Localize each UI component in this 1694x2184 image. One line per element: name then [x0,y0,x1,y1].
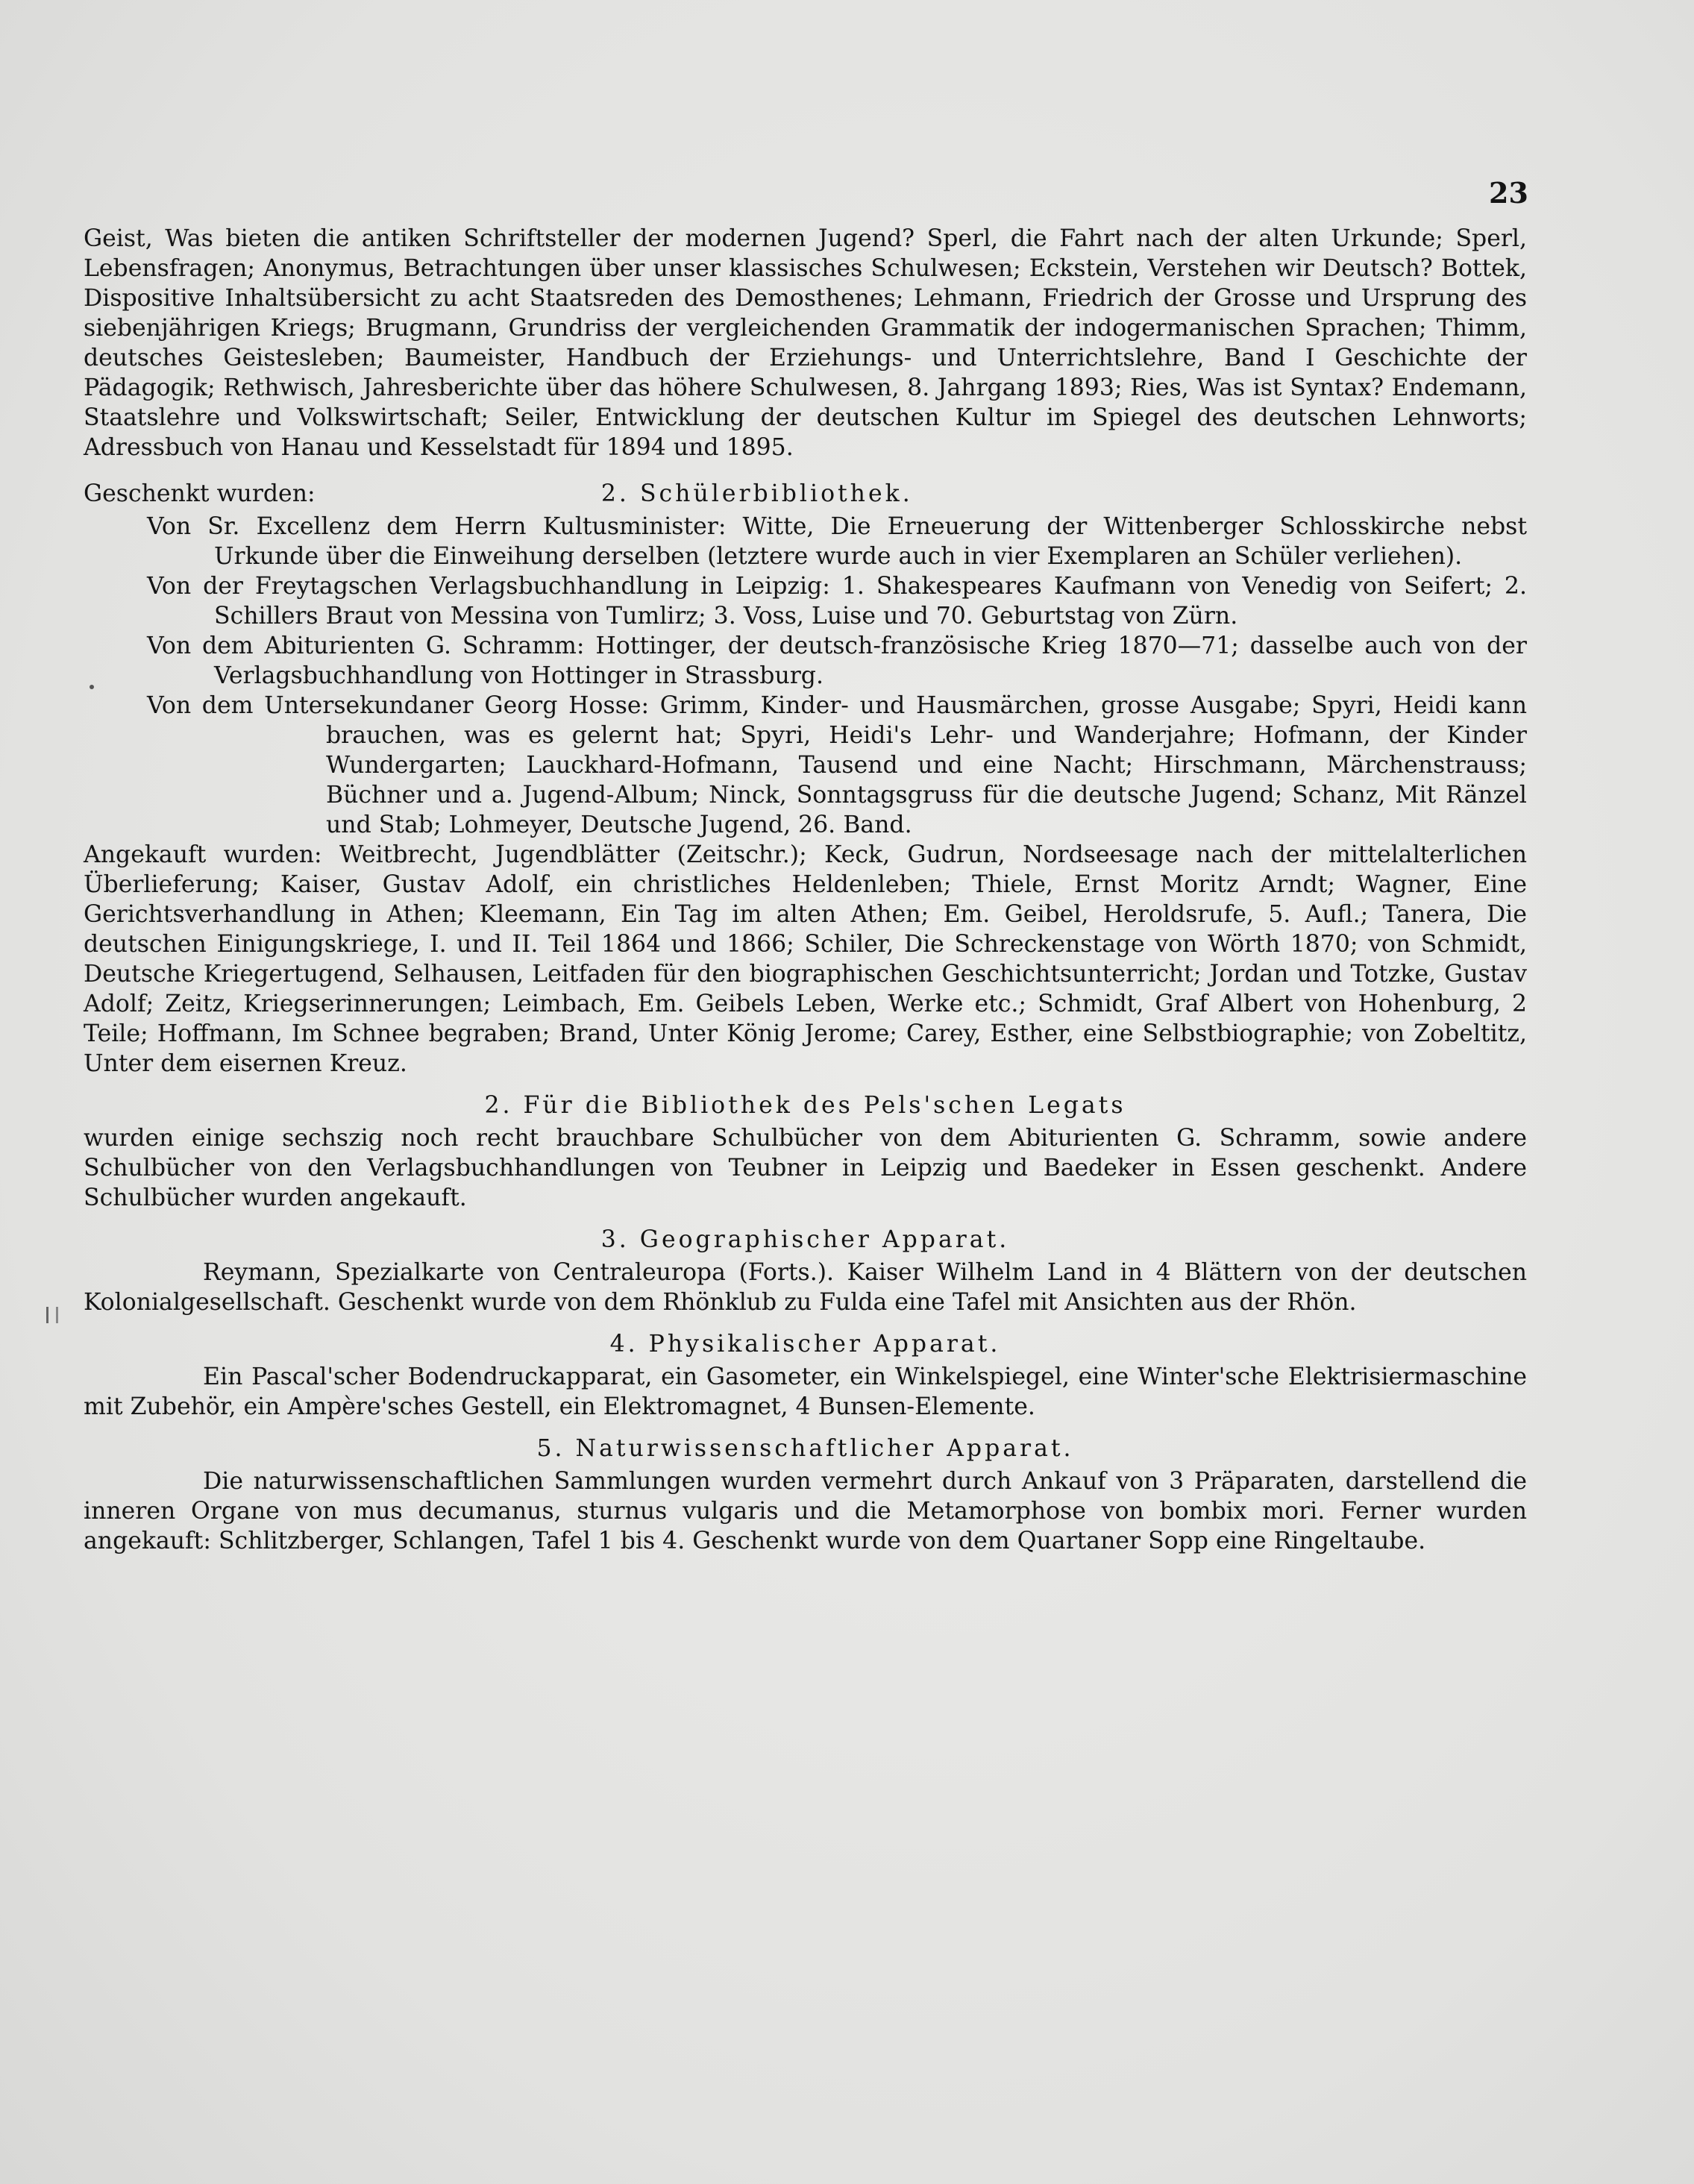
purchased-text: Weitbrecht, Jugendblätter (Zeitschr.); Keck, Gudrun, Nordseesage nach der mittelalterlichen Überlieferung; Kaiser, Gustav Adolf, ein christliches Heldenleben; Thiele, Ernst Moritz Arndt; Wagner, Eine Gerichtsverhandlung in Athen; Kleemann, Ein Tag im alten Athen; Em. Geibel, Heroldsrufe, 5. Aufl.; Tanera, Die deutschen Einigungskriege, I. und II. Teil 1864 und 1866; Schiler, Die Schreckenstage von Wörth 1870; von Schmidt, Deutsche Kriegertugend, Selhausen, Leitfaden für den biographischen Geschichtsunterricht; Jordan und Totzke, Gustav Adolf; Zeitz, Kriegserinnerungen; Leimbach, Em. Geibels Leben, Werke etc.; Schmidt, Graf Albert von Hohenburg, 2 Teile; Hoffmann, Im Schnee begraben; Brand, Unter König Jerome; Carey, Esther, eine Selbstbiographie; von Zobeltitz, Unter dem eisernen Kreuz. [84,841,1528,1077]
schuelerbibliothek-title: 2. Schülerbibliothek. [600,480,913,507]
donations-label: Geschenkt wurden: [84,480,316,507]
purchased-label: Angekauft wurden: [84,841,322,868]
donation-item: Von Sr. Excellenz dem Herrn Kultusminister: Witte, Die Erneuerung der Wittenberger Schlosskirche nebst Urkunde über die Einweihung derselben (letztere wurde auch in vier Exemplaren an Schüler verliehen). [147,513,1527,570]
hosse-text: Grimm, Kinder- und Hausmärchen, grosse Ausgabe; Spyri, Heidi kann brauchen, was es gelernt hat; Spyri, Heidi's Lehr- und Wanderjahre; Hofmann, der Kinder Wundergarten; Lauckhard-Hofmann, Tausend und eine Nacht; Hirschmann, Märchenstrauss; Büchner und a. Jugend-Album; Ninck, Sonntagsgruss für die deutsche Jugend; Schanz, Mit Ränzel und Stab; Lohmeyer, Deutsche Jugend, 26. Band. [326,692,1527,838]
document-body [84,224,1527,1556]
hosse-lead: Von dem Untersekundaner Georg Hosse: [147,692,650,719]
intro-paragraph: Geist, Was bieten die antiken Schriftsteller der modernen Jugend? Sperl, die Fahrt nach der alten Urkunde; Sperl, Lebensfragen; Anonymus, Betrachtungen über unser klassisches Schulwesen; Eckstein, Verstehen wir Deutsch? Bottek, Dispositive Inhaltsübersicht zu acht Staatsreden des Demosthenes; Lehmann, Friedrich der Grosse und Ursprung des siebenjährigen Kriegs; Brugmann, Grundriss der vergleichenden Grammatik der indogermanischen Sprachen; Thimm, deutsches Geistesleben; Baumeister, Handbuch der Erziehungs- und Unterrichtslehre, Band I Geschichte der Pädagogik; Rethwisch, Jahresberichte über das höhere Schulwesen, 8. Jahrgang 1893; Ries, Was ist Syntax? Endemann, Staatslehre und Volkswirtschaft; Seiler, Entwicklung der deutschen Kultur im Spiegel des deutschen Lehnworts; Adressbuch von Hanau und Kesselstadt für 1894 und 1895. [84,225,1527,461]
donation-item-hosse [147,691,1527,840]
physikalischer-apparat-text: Ein Pascal'scher Bodendruckapparat, ein Gasometer, ein Winkelspiegel, eine Winter'sche Elektrisiermaschine mit Zubehör, ein Ampère'sches Gestell, ein Elektromagnet, 4 Bunsen-Elemente. [84,1364,1527,1420]
purchased-paragraph [84,840,1527,1079]
pels-legat-title: 2. Für die Bibliothek des Pels'schen Legats [484,1092,1126,1119]
naturwissenschaftlicher-apparat-text: Die naturwissenschaftlichen Sammlungen wurden vermehrt durch Ankauf von 3 Präparaten, darstellend die inneren Organe von mus decumanus, sturnus vulgaris und die Metamorphose von bombix mori. Ferner wurden angekauft: Schlitzberger, Schlangen, Tafel 1 bis 4. Geschenkt wurde von dem Quartaner Sopp eine Ringeltaube. [84,1468,1527,1554]
physikalischer-apparat-title: 4. Physikalischer Apparat. [609,1331,1001,1358]
margin-mark [46,1307,58,1323]
page-number: 23 [1489,176,1528,210]
naturwissenschaftlicher-apparat-title: 5. Naturwissenschaftlicher Apparat. [536,1435,1074,1462]
pels-legat-text: wurden einige sechszig noch recht brauchbare Schulbücher von dem Abiturienten G. Schramm, sowie andere Schulbücher von den Verlagsbuchhandlungen von Teubner in Leipzig und Baedeker in Essen geschenkt. Andere Schulbücher wurden angekauft. [84,1125,1527,1211]
donation-item: Von dem Abiturienten G. Schramm: Hottinger, der deutsch-französische Krieg 1870—71; dasselbe auch von der Verlagsbuchhandlung von Hottinger in Strassburg. [147,633,1527,689]
geographischer-apparat-text: Reymann, Spezialkarte von Centraleuropa (Forts.). Kaiser Wilhelm Land in 4 Blättern von der deutschen Kolonialgesellschaft. Geschenkt wurde von dem Rhönklub zu Fulda eine Tafel mit Ansichten aus der Rhön. [84,1259,1527,1316]
schuelerbibliothek-header [84,479,1527,509]
donation-item: Von der Freytagschen Verlagsbuchhandlung in Leipzig: 1. Shakespeares Kaufmann von Venedig von Seifert; 2. Schillers Braut von Messina von Tumlirz; 3. Voss, Luise und 70. Geburtstag von Zürn. [147,573,1527,630]
geographischer-apparat-title: 3. Geographischer Apparat. [600,1226,1010,1253]
